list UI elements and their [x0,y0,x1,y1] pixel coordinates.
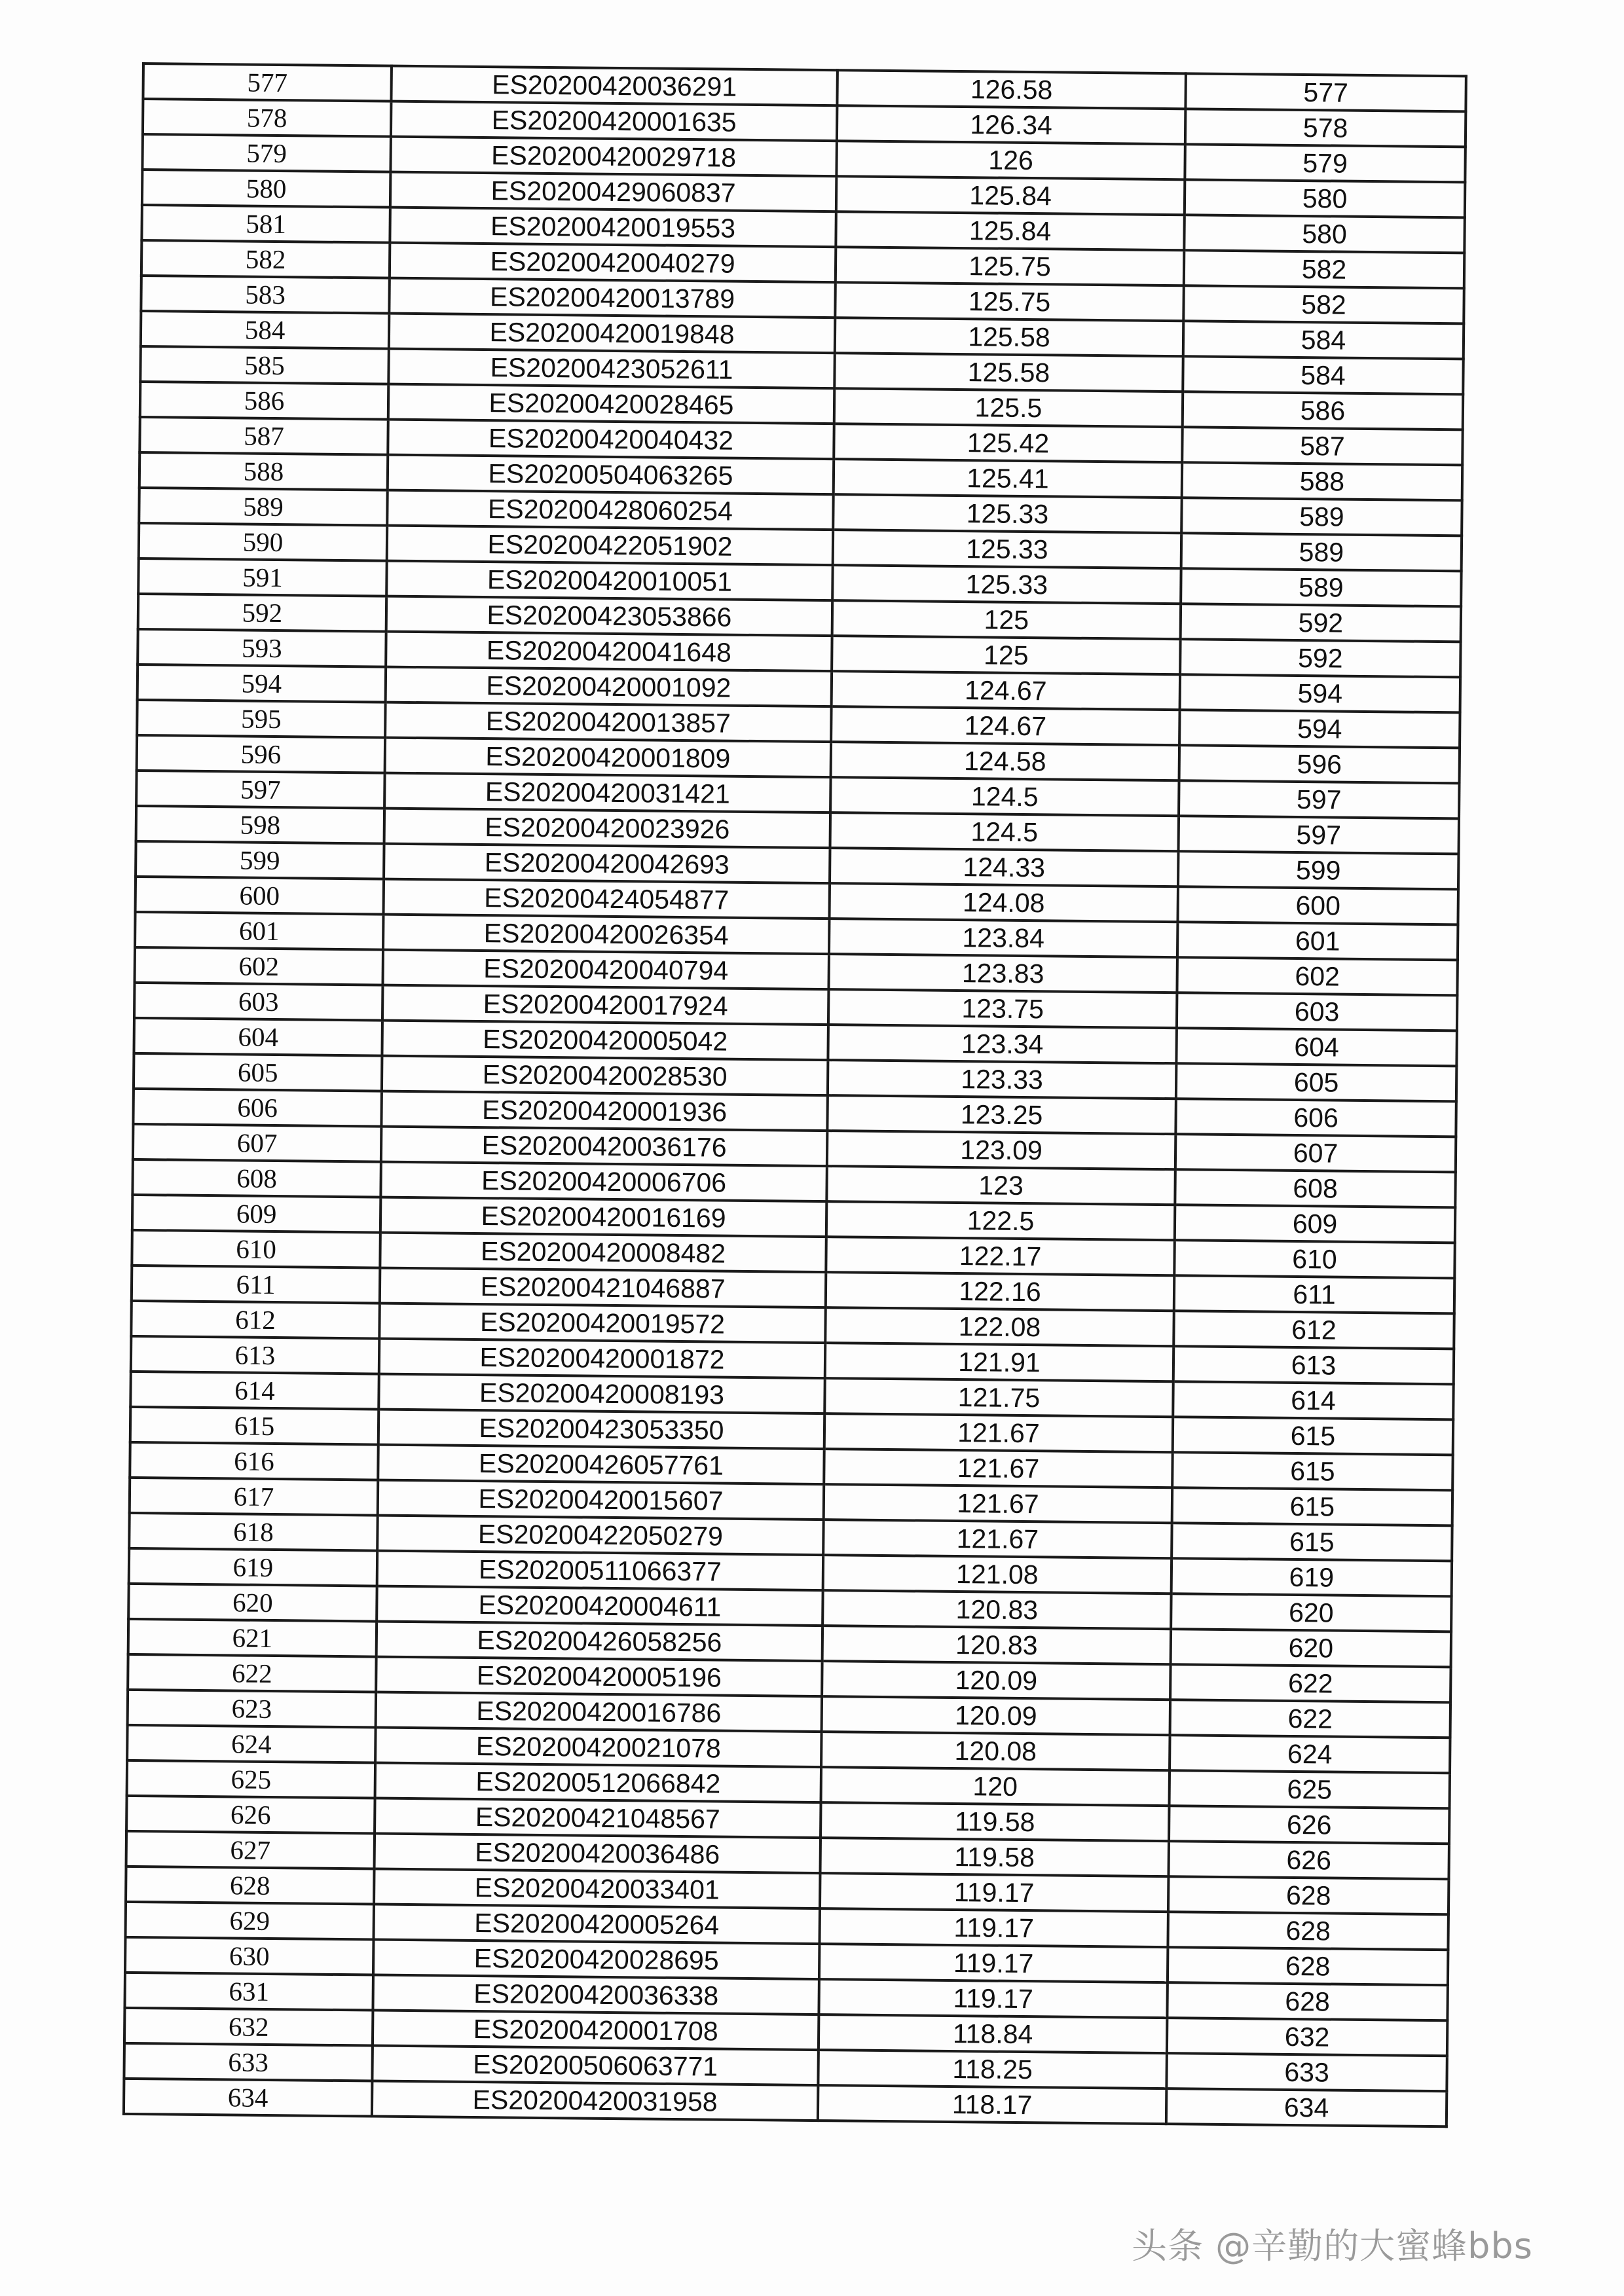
score-cell: 118.84 [819,2014,1167,2053]
candidate-id-cell: ES20200420026354 [383,915,829,955]
rank-cell: 620 [1171,1629,1451,1667]
score-cell: 119.58 [821,1802,1169,1841]
serial-number-cell: 631 [124,1973,373,2011]
serial-number-cell: 623 [128,1690,377,1728]
candidate-id-cell: ES20200420019553 [390,208,836,247]
rank-cell: 622 [1170,1700,1450,1738]
rank-cell: 592 [1180,639,1460,677]
candidate-id-cell: ES20200420028465 [388,384,834,424]
score-cell: 125 [832,600,1181,639]
candidate-id-cell: ES20200422051902 [387,526,833,566]
score-cell: 125.5 [834,388,1183,427]
serial-number-cell: 634 [124,2079,373,2117]
rank-cell: 607 [1175,1134,1456,1172]
rank-cell: 601 [1177,922,1458,960]
candidate-id-cell: ES20200420001708 [373,2011,819,2050]
rank-cell: 600 [1177,886,1458,924]
score-cell: 121.67 [823,1520,1172,1558]
score-cell: 123.34 [828,1025,1176,1063]
serial-number-cell: 628 [126,1867,375,1904]
serial-number-cell: 626 [126,1796,375,1834]
score-cell: 118.25 [818,2050,1166,2088]
serial-number-cell: 615 [130,1407,379,1445]
candidate-id-cell: ES20200420040794 [382,950,828,990]
candidate-id-cell: ES20200420001635 [391,101,837,141]
score-cell: 120.83 [822,1626,1171,1664]
rank-cell: 603 [1177,993,1457,1030]
candidate-id-cell: ES20200420040279 [390,243,836,283]
candidate-id-cell: ES20200420028695 [373,1940,819,1980]
score-cell: 125.33 [832,565,1181,604]
serial-number-cell: 629 [126,1902,375,1940]
serial-number-cell: 610 [132,1230,380,1268]
score-cell: 124.33 [830,848,1178,886]
score-cell: 121.08 [823,1555,1172,1594]
serial-number-cell: 617 [130,1478,378,1516]
serial-number-cell: 583 [141,276,390,314]
score-cell: 125.84 [836,211,1184,250]
serial-number-cell: 621 [128,1619,377,1657]
score-cell: 120.09 [822,1696,1170,1735]
candidate-id-cell: ES20200420006706 [380,1162,826,1202]
serial-number-cell: 597 [136,771,385,809]
rank-cell: 606 [1175,1099,1456,1137]
candidate-id-cell: ES20200420008482 [380,1233,826,1273]
serial-number-cell: 607 [133,1124,382,1162]
score-cell: 122.08 [825,1307,1173,1346]
score-cell: 125.75 [836,247,1184,285]
candidate-id-cell: ES20200420040432 [388,420,834,460]
serial-number-cell: 619 [129,1548,378,1586]
rank-cell: 577 [1185,73,1466,111]
score-cell: 124.08 [829,883,1177,922]
score-cell: 123.83 [828,954,1177,993]
serial-number-cell: 601 [135,912,384,950]
serial-number-cell: 603 [134,983,383,1021]
candidate-id-cell: ES20200424054877 [384,879,830,919]
rank-cell: 589 [1181,533,1462,571]
rank-cell: 609 [1175,1205,1455,1243]
candidate-id-cell: ES20200428060254 [387,490,833,530]
serial-number-cell: 591 [138,558,387,596]
score-cell: 126 [836,141,1185,179]
serial-number-cell: 594 [138,665,386,702]
rank-cell: 610 [1174,1240,1454,1278]
candidate-id-cell: ES20200420001872 [379,1339,825,1379]
candidate-id-cell: ES20200420001936 [381,1091,827,1131]
rank-cell: 602 [1177,957,1457,995]
rank-cell: 613 [1173,1346,1454,1384]
rank-cell: 633 [1166,2053,1447,2091]
candidate-id-cell: ES20200420013857 [385,702,831,742]
rank-cell: 615 [1172,1523,1452,1561]
rank-cell: 622 [1170,1664,1450,1702]
serial-number-cell: 624 [127,1725,376,1763]
serial-number-cell: 609 [132,1195,381,1233]
candidate-id-cell: ES20200420029718 [390,137,836,177]
score-cell: 123.09 [827,1131,1175,1169]
serial-number-cell: 598 [136,806,385,844]
serial-number-cell: 633 [124,2043,373,2081]
candidate-id-cell: ES20200420016169 [380,1197,826,1237]
score-cell: 122.5 [826,1201,1175,1240]
serial-number-cell: 586 [140,382,389,420]
candidate-id-cell: ES20200420028530 [382,1056,828,1096]
candidate-id-cell: ES20200423053350 [378,1410,824,1449]
score-cell: 125.84 [836,176,1185,215]
candidate-id-cell: ES20200422050279 [377,1516,823,1556]
score-cell: 123.33 [828,1060,1176,1099]
rank-cell: 625 [1170,1770,1450,1808]
serial-number-cell: 605 [134,1053,382,1091]
score-cell: 124.5 [830,777,1179,816]
score-cell: 125.42 [834,424,1182,462]
candidate-id-cell: ES20200423053866 [386,596,832,636]
rank-cell: 615 [1172,1487,1452,1525]
score-cell: 119.17 [819,1944,1168,1982]
score-cell: 120.09 [822,1661,1170,1700]
serial-number-cell: 622 [128,1654,377,1692]
rank-cell: 615 [1173,1417,1453,1455]
rank-cell: 628 [1167,1982,1447,2020]
candidate-id-cell: ES20200426057761 [378,1445,824,1485]
serial-number-cell: 611 [132,1266,380,1303]
rank-cell: 599 [1178,851,1458,889]
score-cell: 120.08 [821,1732,1170,1770]
watermark-text: 头条 @辛勤的大蜜蜂bbs [1132,2225,1533,2267]
rank-cell: 582 [1184,250,1464,288]
score-cell: 123.25 [827,1095,1175,1134]
score-cell: 119.17 [820,1873,1168,1912]
rank-cell: 586 [1183,392,1463,429]
serial-number-cell: 630 [125,1937,374,1975]
candidate-id-cell: ES20200512066842 [375,1763,821,1803]
rank-cell: 584 [1183,356,1463,394]
candidate-id-cell: ES20200420001092 [386,667,832,707]
candidate-id-cell: ES20200504063265 [388,455,834,495]
serial-number-cell: 579 [142,134,391,172]
candidate-id-cell: ES20200511066377 [377,1551,823,1591]
score-cell: 121.67 [824,1484,1172,1523]
rank-cell: 624 [1170,1735,1450,1773]
serial-number-cell: 581 [141,205,390,243]
score-cell: 121.67 [824,1413,1173,1452]
rank-cell: 615 [1172,1452,1452,1490]
serial-number-cell: 625 [127,1760,376,1798]
candidate-id-cell: ES20200420015607 [378,1480,824,1520]
serial-number-cell: 593 [138,629,386,667]
score-cell: 124.58 [831,742,1179,780]
candidate-id-cell: ES20200420031421 [384,773,830,813]
candidate-id-cell: ES20200423052611 [388,349,834,389]
rank-cell: 597 [1179,816,1459,854]
rank-cell: 589 [1181,498,1462,536]
score-cell: 124.67 [832,671,1180,710]
score-cell: 121.75 [824,1378,1173,1417]
candidate-id-cell: ES20200420041648 [386,632,832,672]
score-cell: 125.33 [833,494,1181,533]
rank-cell: 582 [1183,285,1464,323]
results-sheet [122,62,1465,2128]
score-cell: 119.58 [820,1838,1168,1876]
rank-cell: 620 [1171,1594,1451,1631]
rank-cell: 587 [1182,427,1462,465]
rank-cell: 614 [1173,1381,1453,1419]
rank-cell: 608 [1175,1169,1455,1207]
score-cell: 121.67 [824,1449,1172,1487]
serial-number-cell: 584 [141,311,390,349]
rank-cell: 594 [1179,710,1460,748]
results-table [122,62,1467,2128]
rank-cell: 612 [1173,1311,1454,1349]
rank-cell: 580 [1185,179,1465,217]
score-cell: 121.91 [825,1343,1173,1381]
serial-number-cell: 608 [132,1159,381,1197]
serial-number-cell: 580 [142,170,391,208]
candidate-id-cell: ES20200420017924 [382,985,828,1025]
serial-number-cell: 578 [143,99,392,137]
rank-cell: 628 [1168,1947,1448,1985]
serial-number-cell: 604 [134,1018,382,1056]
candidate-id-cell: ES20200426058256 [377,1622,822,1662]
rank-cell: 588 [1182,462,1462,500]
candidate-id-cell: ES20200420019572 [379,1303,825,1343]
serial-number-cell: 585 [140,346,389,384]
candidate-id-cell: ES20200420008193 [378,1374,824,1414]
rank-cell: 632 [1167,2018,1447,2056]
serial-number-cell: 592 [138,594,387,632]
candidate-id-cell: ES20200420010051 [386,561,832,601]
rank-cell: 579 [1185,144,1465,182]
score-cell: 126.58 [837,70,1185,109]
candidate-id-cell: ES20200429060837 [390,172,836,212]
serial-number-cell: 587 [139,417,388,455]
serial-number-cell: 618 [129,1513,378,1551]
rank-cell: 604 [1176,1028,1456,1066]
candidate-id-cell: ES20200420004611 [377,1586,822,1626]
serial-number-cell: 582 [141,240,390,278]
rank-cell: 626 [1169,1806,1449,1844]
serial-number-cell: 632 [124,2008,373,2046]
rank-cell: 580 [1184,215,1464,253]
score-cell: 126.34 [837,105,1185,144]
candidate-id-cell: ES20200420023926 [384,809,830,848]
rank-cell: 628 [1168,1912,1448,1950]
serial-number-cell: 616 [130,1442,378,1480]
score-cell: 119.17 [819,1979,1167,2018]
score-cell: 125.41 [834,459,1182,498]
serial-number-cell: 577 [143,64,392,101]
rank-cell: 605 [1176,1063,1456,1101]
results-table-body [124,64,1466,2126]
serial-number-cell: 620 [128,1584,377,1622]
rank-cell: 594 [1180,674,1460,712]
score-cell: 122.16 [826,1272,1174,1311]
score-cell: 125.33 [833,530,1181,568]
rank-cell: 584 [1183,321,1464,359]
serial-number-cell: 588 [139,452,388,490]
candidate-id-cell: ES20200420013789 [389,278,835,318]
candidate-id-cell: ES20200420042693 [384,844,830,884]
candidate-id-cell: ES20200420005196 [376,1657,822,1697]
candidate-id-cell: ES20200420031958 [372,2081,818,2121]
candidate-id-cell: ES20200420005264 [373,1904,819,1944]
candidate-id-cell: ES20200421048567 [375,1798,821,1838]
serial-number-cell: 606 [133,1089,382,1127]
score-cell: 123 [826,1166,1175,1205]
rank-cell: 628 [1168,1876,1449,1914]
candidate-id-cell: ES20200420036486 [375,1834,821,1874]
score-cell: 125.75 [835,282,1183,321]
score-cell: 118.17 [818,2085,1166,2124]
serial-number-cell: 602 [135,947,384,985]
serial-number-cell: 614 [130,1372,379,1410]
rank-cell: 596 [1179,745,1460,783]
rank-cell: 592 [1181,604,1461,642]
rank-cell: 611 [1174,1275,1454,1313]
candidate-id-cell: ES20200420016786 [376,1692,822,1732]
serial-number-cell: 595 [137,700,386,738]
candidate-id-cell: ES20200420036176 [381,1127,827,1167]
serial-number-cell: 613 [131,1336,380,1374]
rank-cell: 619 [1172,1558,1452,1596]
rank-cell: 578 [1185,109,1466,147]
score-cell: 124.5 [830,812,1179,851]
serial-number-cell: 627 [126,1831,375,1869]
serial-number-cell: 589 [139,488,388,526]
score-cell: 123.84 [829,919,1177,957]
candidate-id-cell: ES20200421046887 [380,1268,826,1308]
score-cell: 125.58 [835,318,1183,356]
score-cell: 120.83 [822,1590,1171,1629]
candidate-id-cell: ES20200420036291 [391,66,837,106]
score-cell: 119.17 [819,1908,1168,1947]
score-cell: 124.67 [831,706,1179,745]
score-cell: 123.75 [828,989,1177,1028]
serial-number-cell: 599 [136,841,384,879]
score-cell: 125.58 [834,353,1183,392]
candidate-id-cell: ES20200420019848 [389,314,835,354]
rank-cell: 634 [1166,2088,1447,2126]
candidate-id-cell: ES20200420033401 [374,1869,820,1909]
serial-number-cell: 590 [139,523,388,561]
score-cell: 122.17 [826,1237,1174,1275]
candidate-id-cell: ES20200420001809 [385,738,831,778]
rank-cell: 626 [1168,1841,1449,1879]
score-cell: 125 [832,636,1180,674]
rank-cell: 589 [1181,568,1461,606]
serial-number-cell: 596 [137,735,386,773]
serial-number-cell: 612 [131,1301,380,1339]
candidate-id-cell: ES20200506063771 [372,2046,818,2086]
candidate-id-cell: ES20200420005042 [382,1021,828,1061]
candidate-id-cell: ES20200420036338 [373,1975,819,2015]
rank-cell: 597 [1179,780,1459,818]
serial-number-cell: 600 [136,877,384,915]
score-cell: 120 [821,1767,1170,1806]
candidate-id-cell: ES20200420021078 [375,1728,821,1768]
